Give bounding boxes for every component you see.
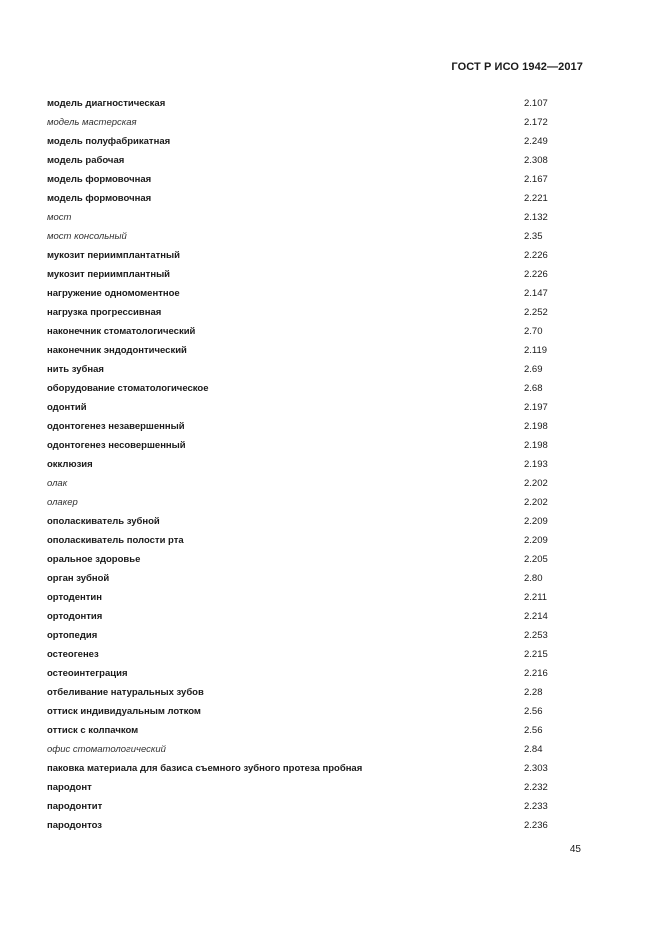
index-entry xyxy=(47,515,607,534)
index-term: остеогенез xyxy=(47,649,99,660)
index-term: модель мастерская xyxy=(47,117,137,128)
index-entry xyxy=(47,249,607,268)
index-reference: 2.211 xyxy=(524,592,548,603)
index-entry xyxy=(47,534,607,553)
index-entry xyxy=(47,173,607,192)
index-term: оральное здоровье xyxy=(47,554,141,565)
index-reference: 2.132 xyxy=(524,212,548,223)
index-reference: 2.69 xyxy=(524,364,543,375)
index-reference: 2.216 xyxy=(524,668,548,679)
index-term: одонтий xyxy=(47,402,87,413)
index-entry xyxy=(47,496,607,515)
index-reference: 2.68 xyxy=(524,383,543,394)
index-entry xyxy=(47,743,607,762)
index-reference: 2.56 xyxy=(524,725,543,736)
index-entry xyxy=(47,230,607,249)
index-entry xyxy=(47,135,607,154)
index-term: отбеливание натуральных зубов xyxy=(47,687,204,698)
index-term: ортодонтия xyxy=(47,611,103,622)
index-term: олак xyxy=(47,478,68,489)
index-term: окклюзия xyxy=(47,459,93,470)
index-entry xyxy=(47,762,607,781)
index-entry xyxy=(47,705,607,724)
index-reference: 2.308 xyxy=(524,155,548,166)
index-term: модель рабочая xyxy=(47,155,125,166)
index-reference: 2.209 xyxy=(524,516,548,527)
index-term: модель полуфабрикатная xyxy=(47,136,171,147)
index-entry xyxy=(47,553,607,572)
index-reference: 2.70 xyxy=(524,326,543,337)
index-entry xyxy=(47,572,607,591)
index-entry xyxy=(47,477,607,496)
index-reference: 2.28 xyxy=(524,687,543,698)
index-entry xyxy=(47,686,607,705)
index-reference: 2.233 xyxy=(524,801,548,812)
index-term: мост консольный xyxy=(47,231,127,242)
index-entry xyxy=(47,591,607,610)
index-entry xyxy=(47,439,607,458)
index-reference: 2.107 xyxy=(524,98,548,109)
index-reference: 2.193 xyxy=(524,459,548,470)
index-entry xyxy=(47,648,607,667)
index-term: мост xyxy=(47,212,72,223)
index-term: ополаскиватель полости рта xyxy=(47,535,184,546)
index-term: нить зубная xyxy=(47,364,104,375)
index-term: наконечник стоматологический xyxy=(47,326,196,337)
index-reference: 2.303 xyxy=(524,763,548,774)
index-entry xyxy=(47,800,607,819)
index-reference: 2.232 xyxy=(524,782,548,793)
index-term: модель диагностическая xyxy=(47,98,166,109)
index-entry xyxy=(47,154,607,173)
index-entry xyxy=(47,344,607,363)
index-entry xyxy=(47,325,607,344)
index-reference: 2.172 xyxy=(524,117,548,128)
index-term: паковка материала для базиса съемного зубного протеза пробная xyxy=(47,763,363,774)
index-term: пародонтоз xyxy=(47,820,103,831)
index-term: одонтогенез несовершенный xyxy=(47,440,186,451)
index-reference: 2.236 xyxy=(524,820,548,831)
index-reference: 2.198 xyxy=(524,440,548,451)
index-reference: 2.202 xyxy=(524,478,548,489)
index-reference: 2.35 xyxy=(524,231,543,242)
index-entry xyxy=(47,458,607,477)
index-term: мукозит периимплантатный xyxy=(47,250,180,261)
index-reference: 2.249 xyxy=(524,136,548,147)
index-reference: 2.202 xyxy=(524,497,548,508)
index-entry xyxy=(47,116,607,135)
index-term: нагружение одномоментное xyxy=(47,288,180,299)
index-term: оттиск индивидуальным лотком xyxy=(47,706,201,717)
index-entry xyxy=(47,192,607,211)
index-reference: 2.167 xyxy=(524,174,548,185)
index-reference: 2.252 xyxy=(524,307,548,318)
index-term: модель формовочная xyxy=(47,193,152,204)
index-term: остеоинтеграция xyxy=(47,668,128,679)
index-term: орган зубной xyxy=(47,573,110,584)
index-entry xyxy=(47,420,607,439)
index-reference: 2.226 xyxy=(524,269,548,280)
index-term: ортодентин xyxy=(47,592,102,603)
index-term: офис стоматологический xyxy=(47,744,166,755)
index-entry xyxy=(47,819,607,838)
index-entry xyxy=(47,382,607,401)
index-entry xyxy=(47,781,607,800)
index-reference: 2.198 xyxy=(524,421,548,432)
index-entry xyxy=(47,97,607,116)
index-term: пародонтит xyxy=(47,801,103,812)
page-number: 45 xyxy=(569,844,581,855)
index-entry xyxy=(47,629,607,648)
index-reference: 2.214 xyxy=(524,611,548,622)
index-term: наконечник эндодонтический xyxy=(47,345,187,356)
index-reference: 2.56 xyxy=(524,706,543,717)
index-reference: 2.84 xyxy=(524,744,543,755)
index-entry xyxy=(47,401,607,420)
index-entry xyxy=(47,667,607,686)
term-index xyxy=(47,97,607,838)
index-reference: 2.147 xyxy=(524,288,548,299)
index-entry xyxy=(47,724,607,743)
index-term: одонтогенез незавершенный xyxy=(47,421,185,432)
index-term: ортопедия xyxy=(47,630,98,641)
index-term: оттиск с колпачком xyxy=(47,725,139,736)
index-reference: 2.253 xyxy=(524,630,548,641)
index-term: пародонт xyxy=(47,782,92,793)
index-entry xyxy=(47,306,607,325)
index-reference: 2.197 xyxy=(524,402,548,413)
index-entry xyxy=(47,211,607,230)
index-term: ополаскиватель зубной xyxy=(47,516,160,527)
index-term: модель формовочная xyxy=(47,174,152,185)
index-reference: 2.226 xyxy=(524,250,548,261)
index-term: олакер xyxy=(47,497,78,508)
index-reference: 2.209 xyxy=(524,535,548,546)
index-entry xyxy=(47,268,607,287)
index-term: оборудование стоматологическое xyxy=(47,383,209,394)
index-reference: 2.221 xyxy=(524,193,548,204)
index-reference: 2.80 xyxy=(524,573,543,584)
index-entry xyxy=(47,287,607,306)
index-term: мукозит периимплантный xyxy=(47,269,171,280)
index-reference: 2.119 xyxy=(524,345,548,356)
index-term: нагрузка прогрессивная xyxy=(47,307,162,318)
index-reference: 2.205 xyxy=(524,554,548,565)
index-entry xyxy=(47,610,607,629)
index-reference: 2.215 xyxy=(524,649,548,660)
index-entry xyxy=(47,363,607,382)
document-header: ГОСТ Р ИСО 1942—2017 xyxy=(451,61,583,73)
